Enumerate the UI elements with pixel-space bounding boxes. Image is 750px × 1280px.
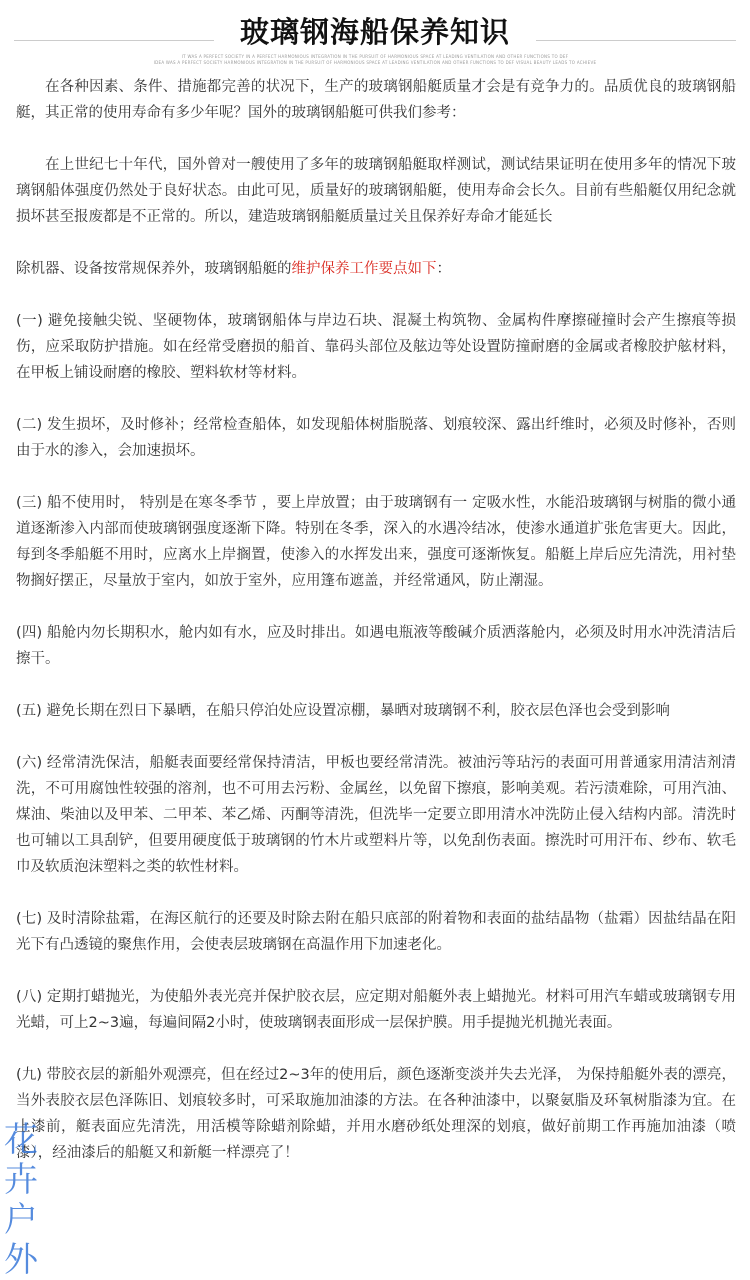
paragraph-intro-2: 在上世纪七十年代，国外曾对一艘使用了多年的玻璃钢船艇取样测试，测试结果证明在使用多年的情况下玻璃钢船体强度仍然处于良好状态。由此可见，质量好的玻璃钢船艇，使用寿命会长久。目前有些船艇仅用纪念就损坏甚至报废都是不正常的。所以，建造玻璃钢船艇质量过关且保养好寿命才能延长 [16, 157, 736, 225]
title-rule-right [536, 40, 736, 41]
list-item-4: (四) 船舱内勿长期积水，舱内如有水，应及时排出。如遇电瓶液等酸碱介质洒落舱内，必须及时用水冲洗清洁后擦干。 [16, 625, 736, 667]
article-body [16, 74, 736, 1190]
summary-text: 除机器、设备按常规保养外，玻璃钢船艇的 [16, 261, 292, 277]
title-rule-left [14, 40, 214, 41]
list-item-5: (五) 避免长期在烈日下暴晒，在船只停泊处应设置凉棚，暴晒对玻璃钢不利，胶衣层色泽也会受到影响 [16, 703, 670, 719]
subtitle-line-2: IDEA WAS A PERFECT SOCIETY HARMONIOUS INTEGRATION IN THE PURSUIT OF HARMONIOUS SPACE AT LEADING VENTILATION AND OTHER FUNCTIONS TO DEF VISUAL BEAUTY LEADS TO ACHIEVE [153, 60, 597, 65]
watermark-logo: 花卉户外 [4, 1120, 38, 1280]
paragraph-intro-1: 在各种因素、条件、措施都完善的状况下，生产的玻璃钢船艇质量才会是有竞争力的。品质优良的玻璃钢船艇，其正常的使用寿命有多少年呢？国外的玻璃钢船艇可供我们参考： [16, 79, 736, 121]
list-item-3: (三) 船不使用时， 特别是在寒冬季节 ，要上岸放置；由于玻璃钢有一 定吸水性，水能沿玻璃钢与树脂的微小通道逐渐渗入内部而使玻璃钢强度逐渐下降。特别在冬季，深入的水遇冷结冰，使渗水通道扩张危害更大。因此，每到冬季船艇不用时，应离水上岸搁置，使渗入的水挥发出来，强度可逐渐恢复。船艇上岸后应先清洗，用衬垫物搁好摆正，尽量放于室内，如放于室外，应用篷布遮盖，并经常通风，防止潮湿。 [16, 495, 736, 589]
subtitle-line-1: IT WAS A PERFECT SOCIETY IN A PERFECT HARMONIOUS INTEGRATION IN THE PURSUIT OF HARMONIOUS SPACE AT LEADING VENTILATION AND OTHER FUNCTIONS TO DEF [181, 54, 569, 59]
list-item-1: (一) 避免接触尖锐、坚硬物体，玻璃钢船体与岸边石块、混凝土构筑物、金属构件摩擦碰撞时会产生擦痕等损伤，应采取防护措施。如在经常受磨损的船首、靠码头部位及舷边等处设置防撞耐磨的金属或者橡胶护舷材料，在甲板上铺设耐磨的橡胶、塑料软材等材料。 [16, 313, 736, 381]
list-item-8: (八) 定期打蜡抛光，为使船外表光亮并保护胶衣层，应定期对船艇外表上蜡抛光。材料可用汽车蜡或玻璃钢专用光蜡，可上2~3遍，每遍间隔2小时，使玻璃钢表面形成一层保护膜。用手提抛光机抛光表面。 [16, 989, 736, 1031]
list-item-2: (二) 发生损坏，及时修补；经常检查船体，如发现船体树脂脱落、划痕较深、露出纤维时，必须及时修补，否则由于水的渗入，会加速损坏。 [16, 417, 736, 459]
list-item-6: (六) 经常清洗保洁，船艇表面要经常保持清洁，甲板也要经常清洗。被油污等玷污的表面可用普通家用清洁剂清洗，不可用腐蚀性较强的溶剂，也不可用去污粉、金属丝，以免留下擦痕，影响美观。若污渍难除，可用汽油、煤油、柴油以及甲苯、二甲苯、苯乙烯、丙酮等清洗，但洗毕一定要立即用清水冲洗防止侵入结构内部。清洗时也可辅以工具刮铲，但要用硬度低于玻璃钢的竹木片或塑料片等，以免刮伤表面。擦洗时可用汗布、纱布、软毛巾及软质泡沫塑料之类的软性材料。 [16, 755, 736, 875]
summary-colon: ： [436, 261, 451, 277]
summary-highlight: 维护保养工作要点如下 [291, 261, 437, 277]
list-item-7: (七) 及时清除盐霜，在海区航行的还要及时除去附在船只底部的附着物和表面的盐结晶物（盐霜）因盐结晶在阳光下有凸透镜的聚焦作用，会使表层玻璃钢在高温作用下加速老化。 [16, 911, 736, 953]
list-item-9: (九) 带胶衣层的新船外观漂亮，但在经过2~3年的使用后，颜色逐渐变淡并失去光泽， 为保持船艇外表的漂亮，当外表胶衣层色泽陈旧、划痕较多时，可采取施加油漆的方法。在各种油漆中，以聚氨脂及环氧树脂漆为宜。在上漆前，艇表面应先清洗，用活模等除蜡剂除蜡，并用水磨砂纸处理深的划痕，做好前期工作再施加油漆（喷漆），经油漆后的船艇又和新艇一样漂亮了！ [16, 1067, 736, 1161]
page-title: 玻璃钢海船保养知识 [239, 15, 510, 49]
paragraph-summary [16, 256, 736, 282]
